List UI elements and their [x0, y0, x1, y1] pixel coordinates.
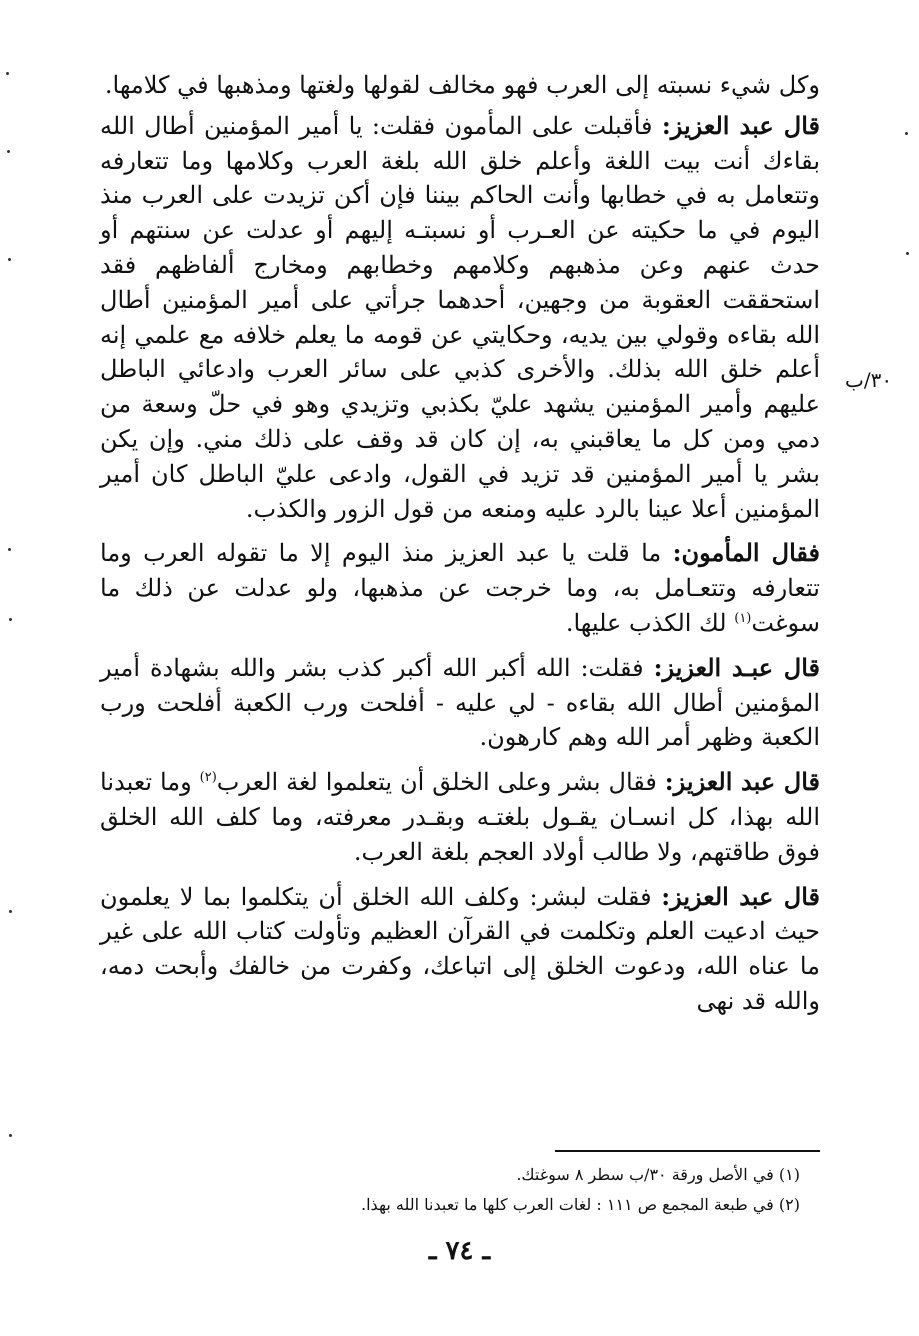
paragraph-text-after: وما تعبدنا الله بهذا، كل انسـان يقـول بلغتـه وبقـدر معرفته، وما كلف الله الخلق فوق طاقتهم، ولا طالب أولاد العجم بلغة العرب.	[100, 768, 820, 866]
paragraph-4	[100, 651, 820, 755]
speaker-label: قال عبد العزيز:	[661, 110, 820, 140]
paragraph-3	[100, 536, 820, 640]
scan-speck	[905, 132, 908, 135]
scan-speck	[9, 618, 12, 621]
scan-speck	[9, 910, 12, 913]
margin-folio-marker: ٣٠/ب	[845, 368, 893, 392]
footnote-2: (٢) في طبعة المجمع ص ١١١ : لغات العرب كلها ما تعبدنا الله بهذا.	[361, 1195, 800, 1214]
speaker-label: قال عبـد العزيز:	[653, 652, 820, 682]
paragraph-text: فقلت: الله أكبر الله أكبر كذب بشر والله بشهادة أمير المؤمنين أطال الله بقاءه - لي عليه - أفلحت ورب الكعبة أفلحت ورب الكعبة وظهر أمر الله وهم كارهون.	[100, 653, 820, 752]
paragraph-text: وكل شيء نسبته إلى العرب فهو مخالف لقولها ولغتها ومذهبها في كلامها.	[104, 71, 820, 99]
paragraph-text: فقلت لبشر: وكلف الله الخلق أن يتكلموا بما لا يعلمون حيث ادعيت العلم وتكلمت في القرآن العظيم وتأولت كتاب الله على غير ما عناه الله، ودعوت الخلق إلى اتباعك، وكفرت من خالفك وأبحت دمه، والله قد نهى	[100, 882, 820, 1015]
paragraph-text: فقال بشر وعلى الخلق أن يتعلموا لغة العرب	[216, 768, 665, 797]
paragraph-1	[100, 68, 820, 103]
footnote-ref-1: (١)	[734, 610, 752, 626]
paragraph-text: فأقبلت على المأمون فقلت: يا أمير المؤمنين أطال الله بقاءك أنت بيت اللغة وأعلم خلق الله بلغة العرب وكلامها وما تتعارفه وتتعامل به في خطابها وأنت الحاكم بيننا فإن أكن تزيدت على العرب منذ اليوم في ما حكيته عن العـرب أو نسبتـه إليهم أو عدلت عن سنتهم أو حدث عنهم وعن مذهبهم وكلامهم وخطابهم ومخارج ألفاظهم فقد استحققت العقوبة من وجهين، أحدهما جرأتي على أمير المؤمنين أطال الله بقاءه وقولي بين يديه، وحكايتي عن قومه ما يعلم خلافه مع علمي إنه أعلم خلق الله بذلك. والأخرى كذبي على سائر العرب وادعائي الباطل عليهم وأمير المؤمنين يشهد عليّ بكذبي وتزيدي وهو في حلّ وسعة من دمي ومن كل ما يعاقبني به، إن كان قد وقف على ذلك مني. وإن يكن بشر يا أمير المؤمنين قد تزيد في القول، وادعى عليّ الباطل كان أمير المؤمنين أعلا عينا بالرد عليه ومنعه من قول الزور والكذب.	[100, 111, 821, 523]
paragraph-5	[100, 765, 820, 869]
speaker-label: فقال المأمون:	[672, 538, 820, 568]
scan-speck	[8, 548, 11, 551]
footnotes	[100, 1160, 800, 1220]
speaker-label: قال عبد العزيز:	[664, 767, 820, 797]
speaker-label: قال عبد العزيز:	[661, 881, 820, 911]
scan-speck	[7, 150, 10, 153]
scan-speck	[6, 72, 9, 75]
paragraph-text: ما قلت يا عبد العزيز منذ اليوم إلا ما تقوله العرب وما تتعارفه وتتعـامل به، وما خرجت عن مذهبها، ولو عدلت عن ذلك ما سوغت	[100, 539, 820, 637]
scan-speck	[906, 252, 909, 255]
footnote-ref-2: (٢)	[199, 770, 217, 786]
page-body	[100, 68, 820, 1029]
footnote-1: (١) في الأصل ورقة ٣٠/ب سطر ٨ سوغتك.	[516, 1165, 800, 1184]
scan-speck	[8, 258, 11, 261]
paragraph-6	[100, 880, 820, 1019]
scan-speck	[9, 1134, 12, 1137]
footnote-divider	[555, 1150, 820, 1152]
paragraph-text-after: لك الكذب عليها.	[565, 608, 735, 637]
paragraph-2	[100, 109, 820, 527]
page-number: ـ ٧٤ ـ	[428, 1236, 491, 1266]
